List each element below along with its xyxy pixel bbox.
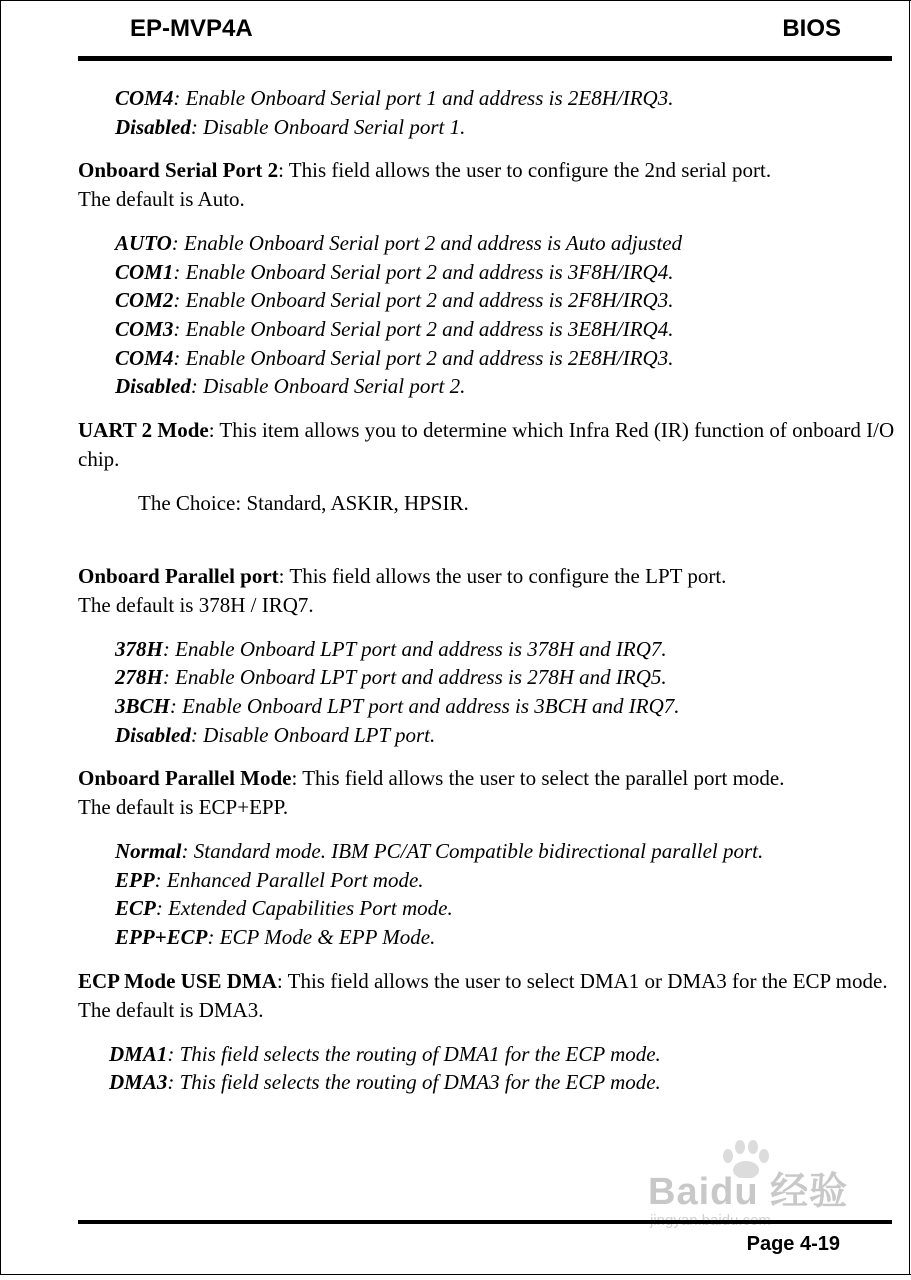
option-line: Disabled: Disable Onboard LPT port. — [115, 722, 436, 747]
page-border-left — [0, 0, 1, 1275]
page-border-top — [0, 0, 911, 1]
section-title: Onboard Parallel Mode — [78, 766, 292, 791]
section-default: The default is Auto. — [78, 187, 245, 212]
section-default: The default is 378H / IRQ7. — [78, 592, 314, 617]
header-model: EP-MVP4A — [130, 15, 253, 42]
header-rule — [78, 56, 892, 61]
serial-port-1-options — [78, 84, 898, 141]
section-title: ECP Mode USE DMA — [78, 968, 277, 993]
option-line: COM2: Enable Onboard Serial port 2 and address is 2F8H/IRQ3. — [115, 288, 674, 313]
section-description: Onboard Serial Port 2: This field allows the user to configure the 2nd serial port. — [78, 158, 772, 183]
section-title: Onboard Parallel port — [78, 563, 279, 588]
section-description: Onboard Parallel Mode: This field allows the user to select the parallel port mode. — [78, 766, 785, 791]
option-line: 278H: Enable Onboard LPT port and address is 278H and IRQ5. — [115, 665, 667, 690]
option-line: COM3: Enable Onboard Serial port 2 and address is 3E8H/IRQ4. — [115, 316, 674, 341]
option-line: Normal: Standard mode. IBM PC/AT Compatible bidirectional parallel port. — [115, 839, 764, 864]
option-line: AUTO: Enable Onboard Serial port 2 and address is Auto adjusted — [115, 231, 683, 256]
section-description: Onboard Parallel port: This field allows the user to configure the LPT port. — [78, 563, 727, 588]
section-serial-port-2 — [78, 156, 898, 401]
section-description: UART 2 Mode: This item allows you to determine which Infra Red (IR) function of onboard I/O chip. — [78, 417, 895, 471]
option-line: Disabled: Disable Onboard Serial port 1. — [115, 114, 466, 139]
section-parallel-port — [78, 562, 898, 749]
option-line: COM4: Enable Onboard Serial port 1 and address is 2E8H/IRQ3. — [115, 86, 674, 110]
option-line: 3BCH: Enable Onboard LPT port and address is 3BCH and IRQ7. — [115, 693, 680, 718]
section-uart2-mode — [78, 416, 898, 518]
option-line: EPP+ECP: ECP Mode & EPP Mode. — [115, 924, 436, 949]
option-line: EPP: Enhanced Parallel Port mode. — [115, 867, 424, 892]
section-title: Onboard Serial Port 2 — [78, 158, 279, 183]
section-default: The default is ECP+EPP. — [78, 795, 289, 820]
option-line: DMA3: This field selects the routing of DMA3 for the ECP mode. — [109, 1070, 661, 1095]
section-choice: The Choice: Standard, ASKIR, HPSIR. — [138, 490, 469, 515]
document-body — [78, 84, 898, 1097]
option-line: DMA1: This field selects the routing of DMA1 for the ECP mode. — [109, 1041, 661, 1066]
option-line: Disabled: Disable Onboard Serial port 2. — [115, 374, 466, 399]
page-number: Page 4-19 — [746, 1233, 840, 1255]
header-chapter: BIOS — [782, 15, 841, 42]
section-parallel-mode — [78, 764, 898, 951]
section-default: The default is DMA3. — [78, 997, 264, 1022]
option-line: COM1: Enable Onboard Serial port 2 and address is 3F8H/IRQ4. — [115, 259, 674, 284]
section-description: ECP Mode USE DMA: This field allows the user to select DMA1 or DMA3 for the ECP mode. — [78, 968, 888, 993]
option-line: 378H: Enable Onboard LPT port and address is 378H and IRQ7. — [115, 636, 667, 661]
footer-rule — [78, 1220, 892, 1224]
page-border-right — [909, 0, 910, 1275]
option-line: COM4: Enable Onboard Serial port 2 and address is 2E8H/IRQ3. — [115, 345, 674, 370]
page-border-bottom — [0, 1274, 911, 1275]
section-title: UART 2 Mode — [78, 417, 209, 442]
option-line: ECP: Extended Capabilities Port mode. — [115, 896, 453, 921]
section-ecp-dma — [78, 967, 898, 1097]
watermark-brand: Baidu 经验 — [648, 1171, 849, 1213]
